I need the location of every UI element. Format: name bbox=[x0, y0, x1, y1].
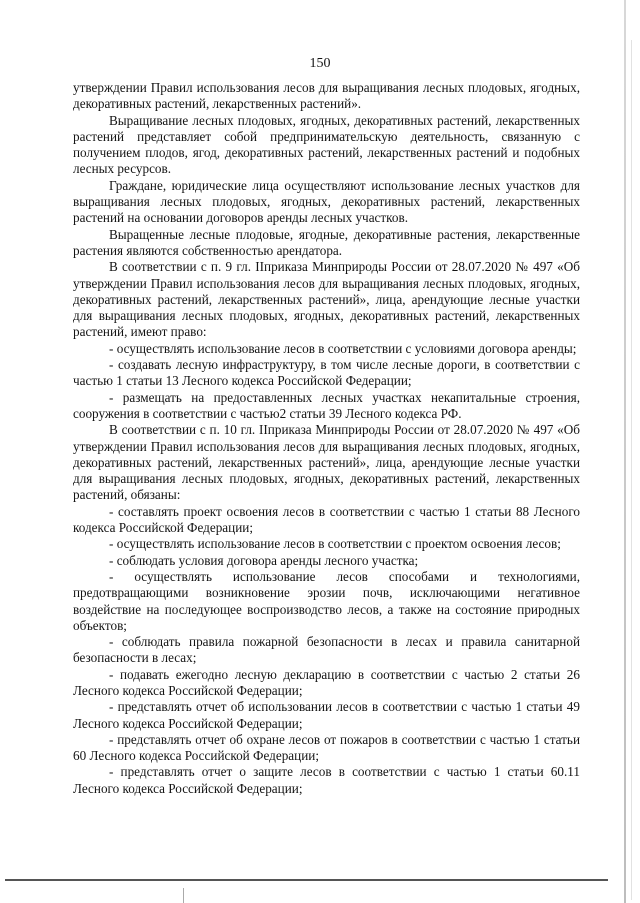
scan-page-edge-shadow bbox=[631, 40, 632, 900]
paragraph: - соблюдать условия договора аренды лесного участка; bbox=[109, 552, 419, 568]
paragraph: - подавать ежегодно лесную декларацию в соответствии с частью 2 статьи 26 Лесного кодекса Российской Федерации; bbox=[73, 666, 580, 698]
paragraph: - создавать лесную инфраструктуру, в том числе лесные дороги, в соответствии с частью 1 статьи 13 Лесного кодекса Российской Федерации; bbox=[73, 357, 580, 389]
page-number: 150 bbox=[309, 56, 331, 71]
paragraph: В соответствии с п. 9 гл. IIприказа Минприроды России от 28.07.2020 № 497 «Об утверждении Правил использования лесов для выращивания лесных плодовых, ягодных, декоративных растений, лекарственных растений», лица, арендующие лесные участки для выращивания лесных плодовых, ягодных, декоративных растений, лекарственных растений, имеют право: bbox=[73, 259, 580, 340]
page-bottom-rule bbox=[5, 879, 608, 881]
scan-mark bbox=[183, 888, 184, 903]
paragraph: - составлять проект освоения лесов в соответствии с частью 1 статьи 88 Лесного кодекса Российской Федерации; bbox=[73, 503, 580, 536]
paragraph: - представлять отчет об использовании лесов в соответствии с частью 1 статьи 49 Лесного кодекса Российской Федерации; bbox=[73, 699, 580, 731]
paragraph: Выращенные лесные плодовые, ягодные, декоративные растения, лекарственные растения являются собственностью арендатора. bbox=[73, 226, 580, 258]
paragraph: - соблюдать правила пожарной безопасности в лесах и правила санитарной безопасности в лесах; bbox=[73, 634, 580, 666]
paragraph: - размещать на предоставленных лесных участках некапитальные строения, сооружения в соответствии с частью2 статьи 39 Лесного кодекса РФ. bbox=[73, 389, 580, 421]
paragraph: Выращивание лесных плодовых, ягодных, декоративных растений, лекарственных растений представляет собой предпринимательскую деятельность, связанную с получением плодов, ягод, декоративных растений, лекарственных растений и подобных лесных ресурсов. bbox=[73, 112, 580, 177]
paragraph: - осуществлять использование лесов в соответствии с проектом освоения лесов; bbox=[109, 536, 561, 552]
document-body bbox=[73, 80, 580, 797]
paragraph: утверждении Правил использования лесов для выращивания лесных плодовых, ягодных, декоративных растений, лекарственных растений». bbox=[73, 80, 580, 112]
paragraph: Граждане, юридические лица осуществляют использование лесных участков для выращивания лесных плодовых, ягодных, декоративных растений, лекарственных растений на основании договоров аренды лесных участков. bbox=[73, 177, 580, 226]
paragraph: - осуществлять использование лесов в соответствии с условиями договора аренды; bbox=[109, 340, 577, 356]
paragraph: - осуществлять использование лесов способами и технологиями, предотвращающими возникновение эрозии почв, исключающими негативное воздействие на последующее воспроизводство лесов, а также на состояние природных объектов; bbox=[73, 568, 580, 633]
paragraph: - представлять отчет о защите лесов в соответствии с частью 1 статьи 60.11 Лесного кодекса Российской Федерации; bbox=[73, 764, 580, 796]
paragraph: В соответствии с п. 10 гл. IIприказа Минприроды России от 28.07.2020 № 497 «Об утверждении Правил использования лесов для выращивания лесных плодовых, ягодных, декоративных растений, лекарственных растений», лица, арендующие лесные участки для выращивания лесных плодовых, ягодных, декоративных растений, лекарственных растений, обязаны: bbox=[73, 422, 580, 503]
scan-page-edge bbox=[624, 0, 626, 903]
paragraph: - представлять отчет об охране лесов от пожаров в соответствии с частью 1 статьи 60 Лесного кодекса Российской Федерации; bbox=[73, 731, 580, 764]
